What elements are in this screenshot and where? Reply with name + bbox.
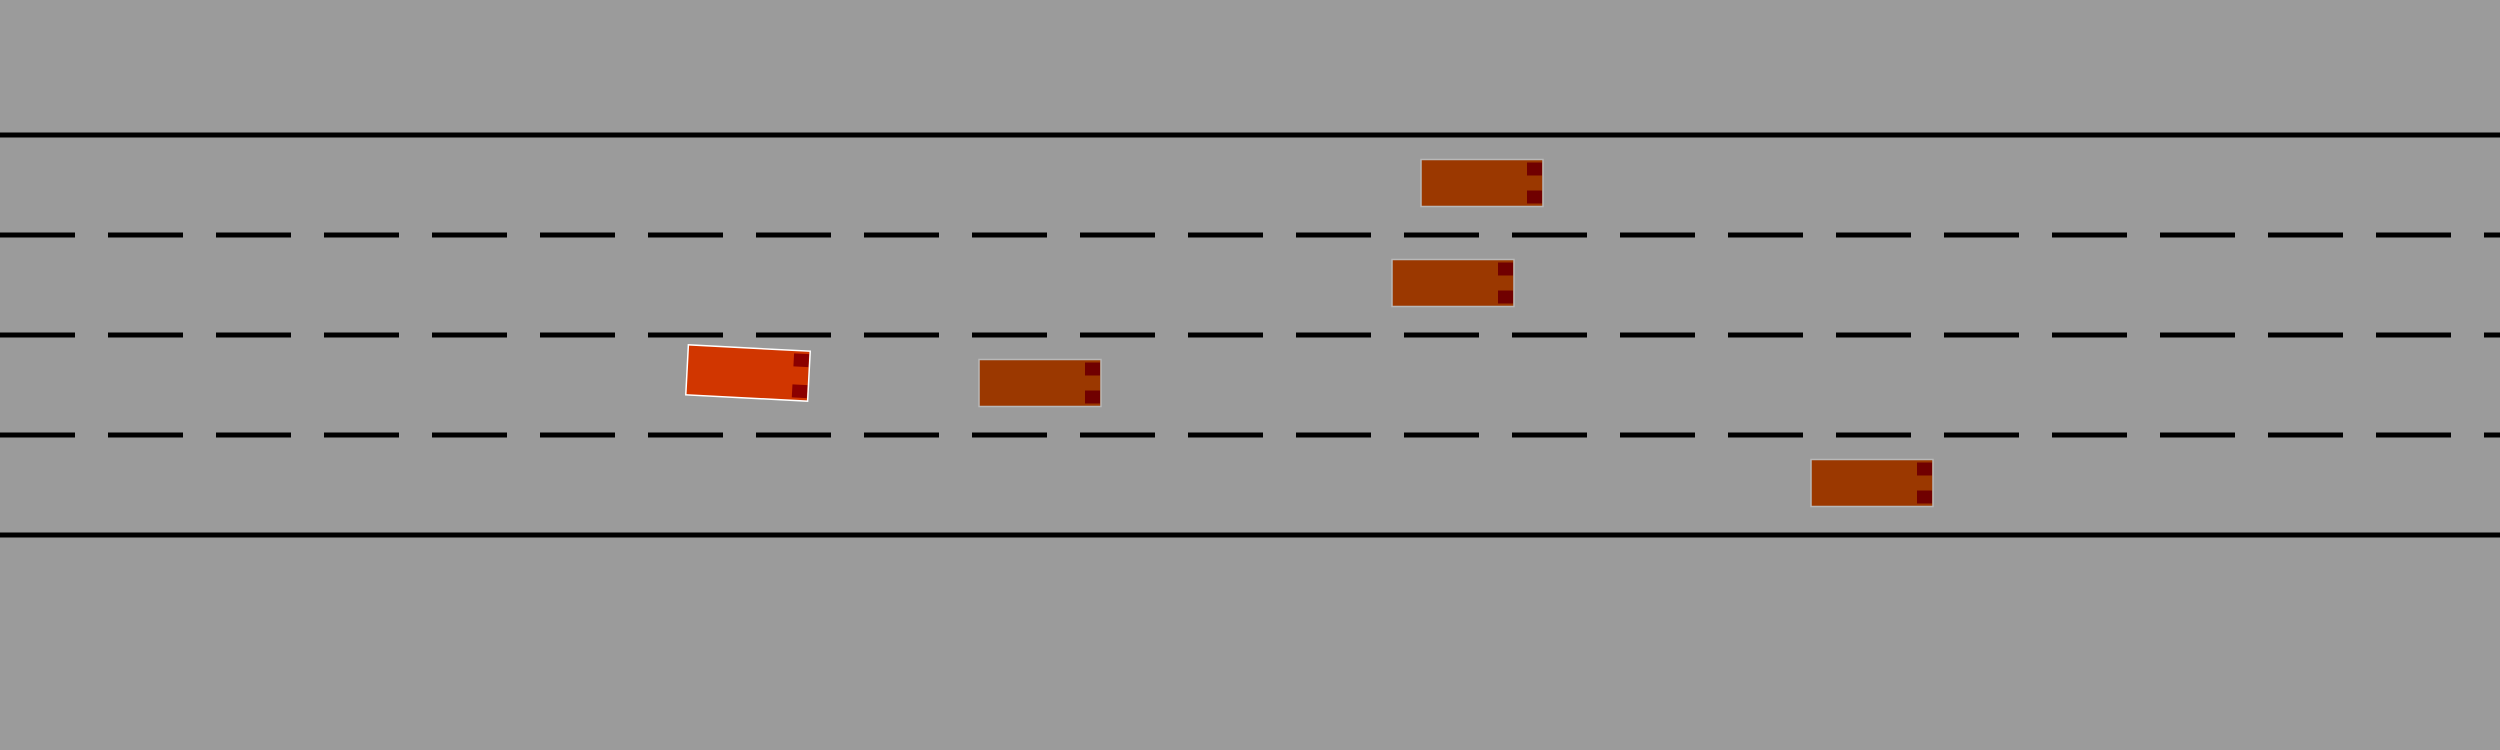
- vehicle-lane3-ahead: [979, 360, 1101, 407]
- vehicle-lane1-far-right-body: [1421, 160, 1543, 207]
- ego-vehicle: [686, 345, 810, 401]
- vehicle-lane4-far-right-body: [1811, 460, 1933, 507]
- vehicle-lane3-ahead-body: [979, 360, 1101, 407]
- vehicle-lane1-far-right-light-right: [1527, 191, 1542, 204]
- vehicle-lane3-ahead-light-right: [1085, 391, 1100, 404]
- vehicle-lane1-far-right-light-left: [1527, 163, 1542, 176]
- vehicle-lane2-far-right-light-left: [1498, 263, 1513, 276]
- vehicle-lane4-far-right: [1811, 460, 1933, 507]
- vehicle-lane4-far-right-light-right: [1917, 491, 1932, 504]
- vehicle-lane4-far-right-light-left: [1917, 463, 1932, 476]
- ego-vehicle-light-right: [792, 384, 808, 398]
- ego-vehicle-body: [686, 345, 810, 401]
- ego-vehicle-light-left: [793, 353, 809, 367]
- vehicle-lane2-far-right-light-right: [1498, 291, 1513, 304]
- vehicle-lane3-ahead-light-left: [1085, 363, 1100, 376]
- vehicle-lane1-far-right: [1421, 160, 1543, 207]
- vehicle-lane2-far-right: [1392, 260, 1514, 307]
- vehicle-lane2-far-right-body: [1392, 260, 1514, 307]
